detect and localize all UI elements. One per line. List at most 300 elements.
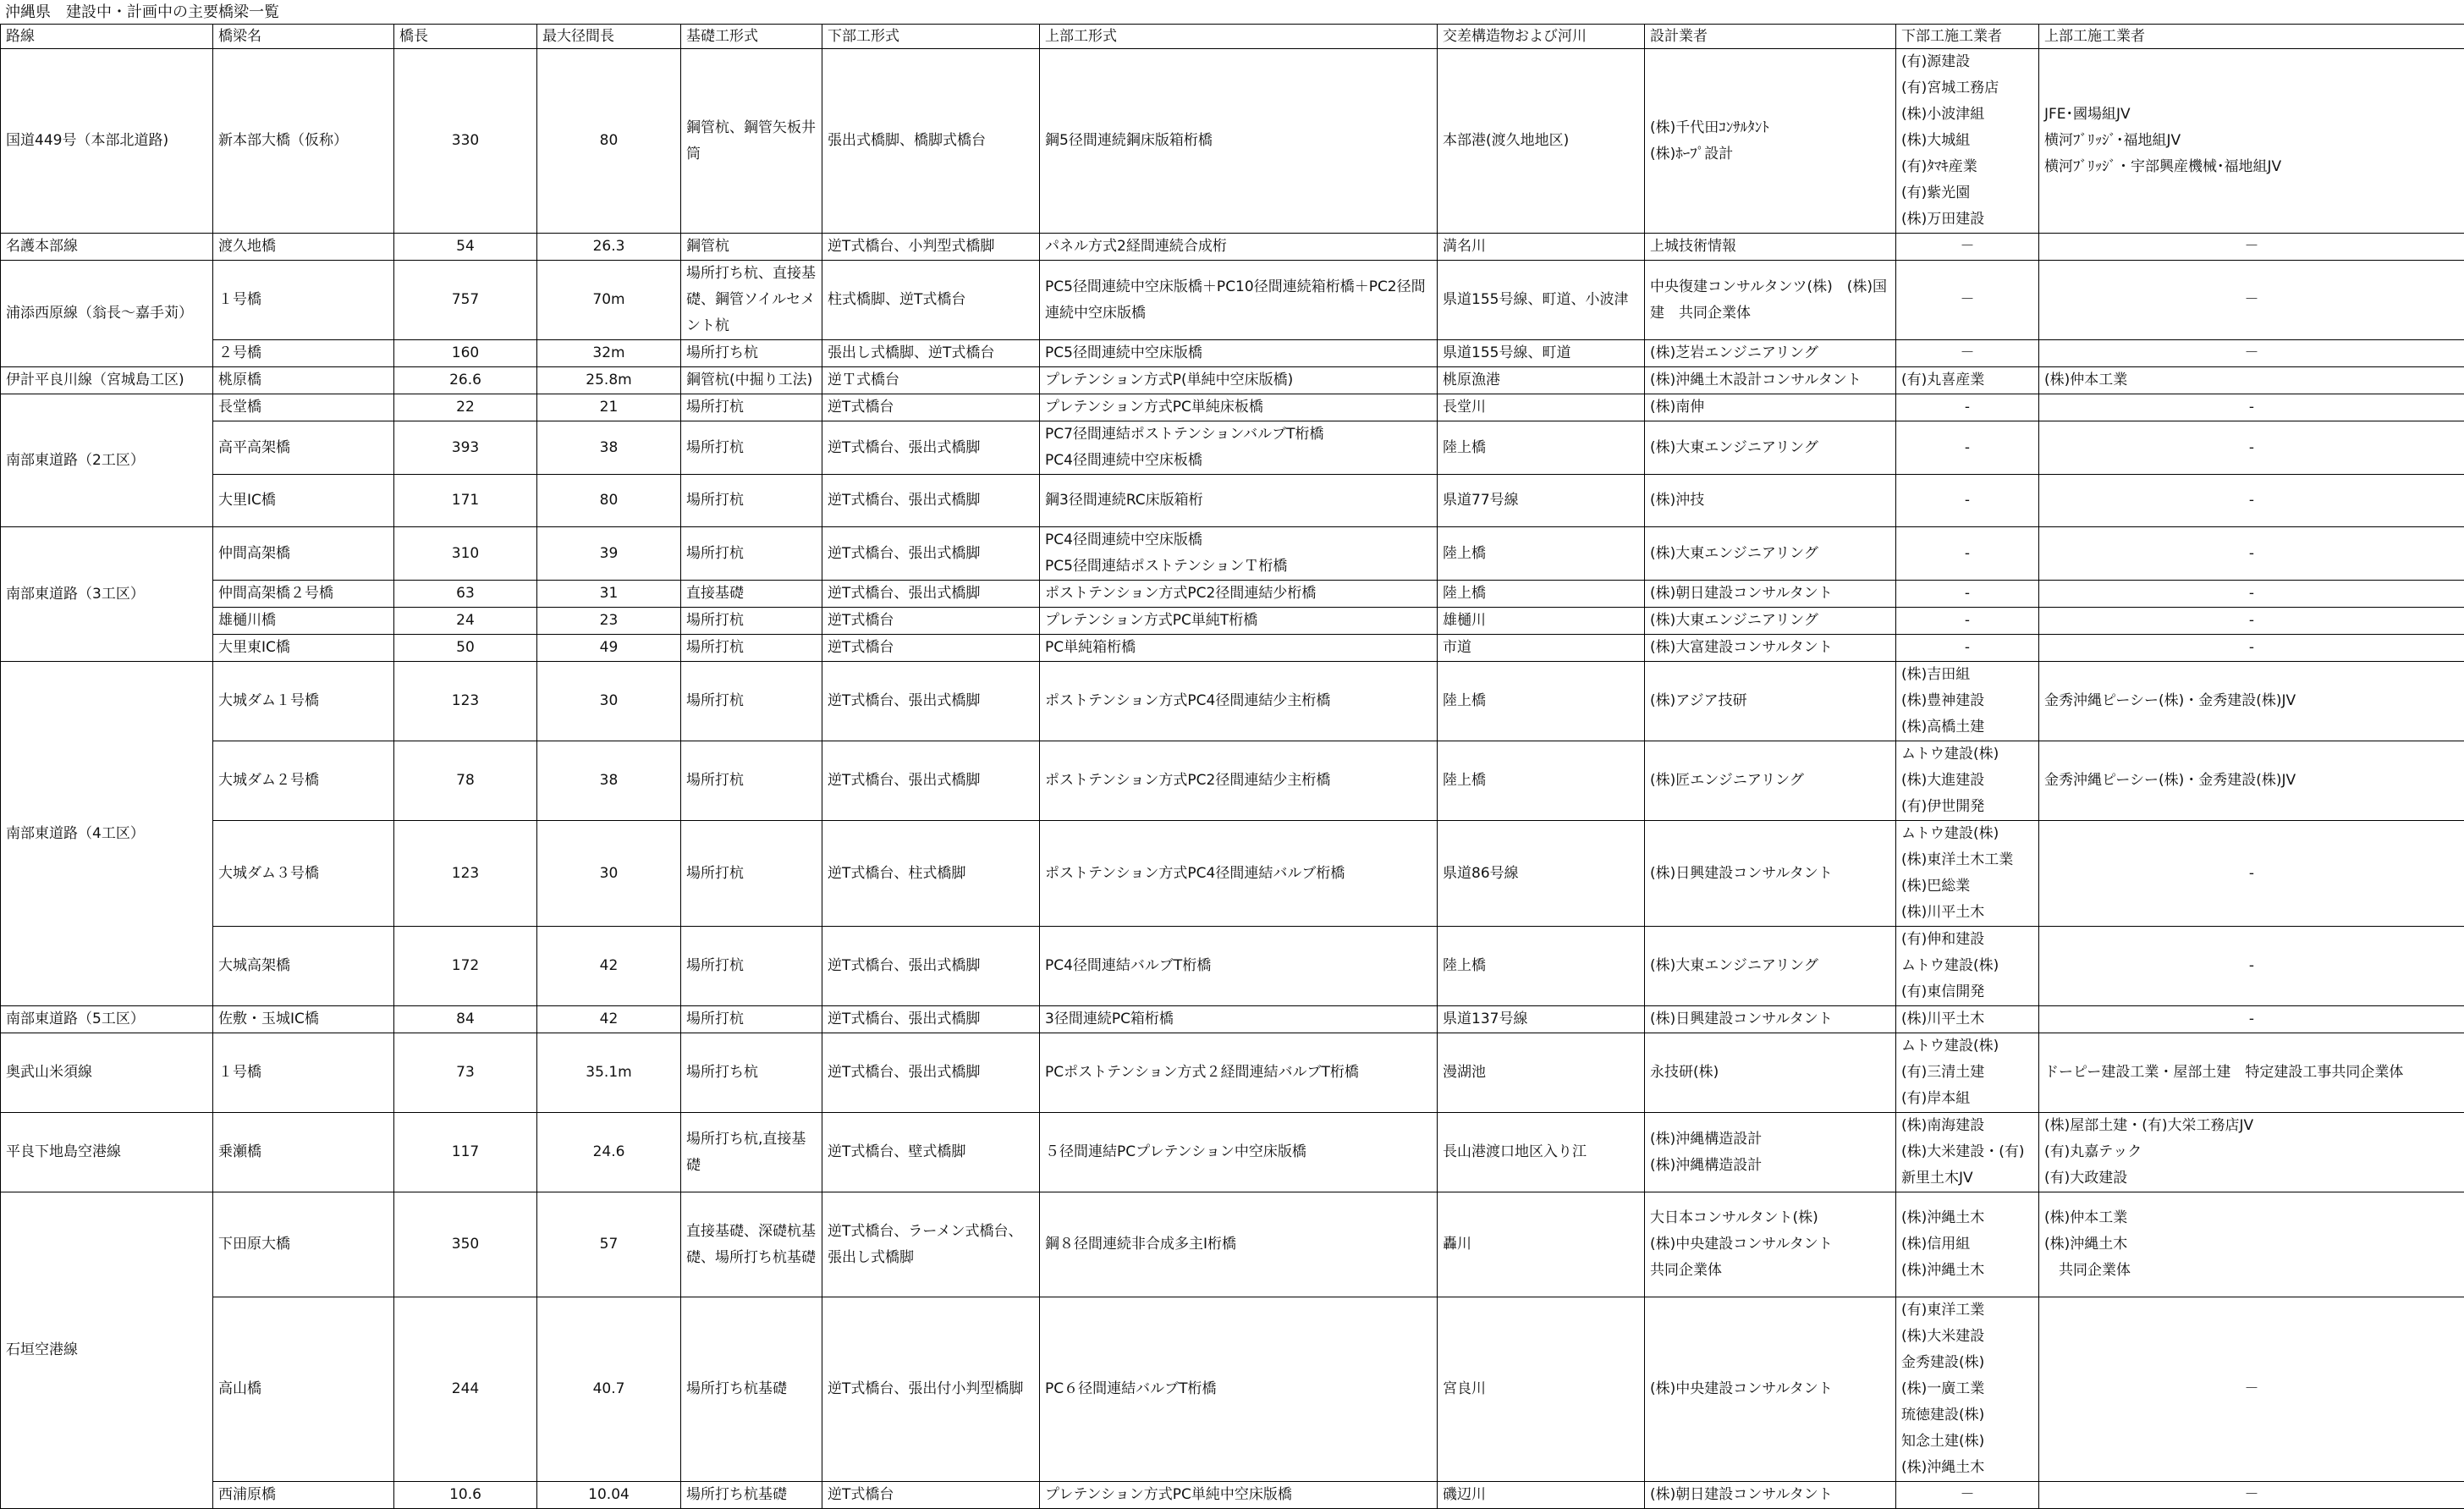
designer-cell [1645,394,1896,421]
cell-line: － [2245,1380,2259,1397]
designer-cell [1645,662,1896,741]
cell-line: 172 [452,957,479,974]
superstructure-cell [1040,608,1438,635]
table-row [1,394,2464,421]
sub-contractor-cell [1896,49,2039,234]
cell-line: (株)沖縄土木 [2044,1236,2127,1253]
cell-line: １号橋 [218,291,261,308]
foundation-cell [681,394,822,421]
cell-line: パネル方式2経間連続合成桁 [1045,238,1227,255]
cell-line: (株)沖縄土木 [1901,1459,1984,1476]
bridge-name-cell [213,608,394,635]
cell-line: 23 [600,612,619,629]
crossing-cell [1438,1297,1645,1482]
length-cell [394,421,537,475]
cell-line: 知念土建(株) [1901,1433,1984,1450]
designer-cell [1645,1297,1896,1482]
bridge-name-cell [213,394,394,421]
bridge-name-cell [213,475,394,527]
cell-line: 逆T式橋台、張出式橋脚 [828,1011,980,1027]
cell-line: 奥武山米須線 [6,1064,92,1081]
table-row [1,1113,2464,1192]
crossing-cell [1438,1192,1645,1297]
cell-line: 逆T式橋台、ラーメン式橋台、張出し式橋脚 [828,1223,1023,1266]
length-cell [394,527,537,581]
cell-line: 直接基礎 [686,585,744,602]
cell-line: 伊計平良川線（宮城島工区) [6,372,184,388]
length-cell [394,635,537,662]
superstructure-cell [1040,1006,1438,1033]
superstructure-cell [1040,821,1438,927]
header-superstructure: 上部工形式 [1040,25,1438,49]
cell-line: 場所打杭 [686,865,744,882]
sup-contractor-cell [2039,1006,2464,1033]
table-row [1,741,2464,821]
cell-line: 中央復建コンサルタンツ(株) (株)国建 共同企業体 [1650,278,1887,322]
cell-line: 陸上橋 [1443,692,1486,709]
substructure-cell [822,49,1040,234]
cell-line: JFE･國場組JV [2044,106,2131,123]
cell-line: 雄樋川 [1443,612,1486,629]
cell-line: － [1961,344,1975,361]
cell-line: (株)川平土木 [1901,1011,1984,1027]
substructure-cell [822,527,1040,581]
cell-line: (株)豊神建設 [1901,692,1984,709]
max-span-cell [537,340,681,367]
foundation-cell [681,608,822,635]
cell-line: 26.3 [593,238,625,255]
table-row [1,608,2464,635]
foundation-cell [681,234,822,261]
cell-line: 大城ダム２号橋 [218,772,319,789]
substructure-cell [822,234,1040,261]
superstructure-cell [1040,1192,1438,1297]
route-cell [1,367,213,394]
cell-line: (株)信用組 [1901,1236,1970,1253]
superstructure-cell [1040,1113,1438,1192]
cell-line: 42 [600,1011,619,1027]
cell-line: ムトウ建設(株) [1901,825,1999,842]
sub-contractor-cell [1896,1482,2039,1509]
cell-line: (株)大東エンジニアリング [1650,612,1818,629]
cell-line: 逆T式橋台、張出式橋脚 [828,957,980,974]
superstructure-cell [1040,1033,1438,1113]
cell-line: (株)ﾎｰﾌﾟ設計 [1650,146,1733,162]
cell-line: (株)東洋土木工業 [1901,851,2013,868]
cell-line: 直接基礎、深礎杭基礎、場所打ち杭基礎 [686,1223,816,1266]
cell-line: プレテンション方式P(単純中空床版橋) [1045,372,1293,388]
cell-line: 長山港渡口地区入り江 [1443,1143,1587,1160]
cell-line: - [2249,957,2254,974]
substructure-cell [822,1192,1040,1297]
cell-line: 大城ダム１号橋 [218,692,319,709]
cell-line: 大日本コンサルタント(株) [1650,1209,1818,1226]
cell-line: - [1965,585,1970,602]
cell-line: PC単純箱桁橋 [1045,639,1136,656]
cell-line: 場所打杭 [686,639,744,656]
sup-contractor-cell [2039,1297,2464,1482]
bridge-name-cell [213,340,394,367]
cell-line: 757 [452,291,479,308]
sup-contractor-cell [2039,581,2464,608]
crossing-cell [1438,340,1645,367]
cell-line: (有)伊世開発 [1901,798,1984,815]
header-route: 路線 [1,25,213,49]
cell-line: 長堂橋 [218,399,261,416]
bridge-name-cell [213,1033,394,1113]
crossing-cell [1438,261,1645,340]
length-cell [394,662,537,741]
cell-line: 場所打ち杭基礎 [686,1380,787,1397]
cell-line: - [2249,1011,2254,1027]
bridge-name-cell [213,1113,394,1192]
designer-cell [1645,49,1896,234]
sub-contractor-cell [1896,635,2039,662]
crossing-cell [1438,394,1645,421]
sub-contractor-cell [1896,581,2039,608]
designer-cell [1645,1113,1896,1192]
table-row [1,261,2464,340]
cell-line: (株)大米建設・(有) [1901,1143,2025,1160]
cell-line: 金秀沖縄ピーシー(株)・金秀建設(株)JV [2044,692,2296,709]
cell-line: 30 [600,865,619,882]
cell-line: - [1965,612,1970,629]
cell-line: 330 [452,132,479,149]
superstructure-cell [1040,927,1438,1006]
substructure-cell [822,581,1040,608]
table-row [1,367,2464,394]
cell-line: 金秀建設(株) [1901,1354,1984,1371]
cell-line: 38 [600,772,619,789]
cell-line: 310 [452,545,479,562]
cell-line: 満名川 [1443,238,1486,255]
superstructure-cell [1040,581,1438,608]
cell-line: 場所打ち杭 [686,1064,758,1081]
bridge-name-cell [213,1006,394,1033]
sup-contractor-cell [2039,821,2464,927]
cell-line: 県道77号線 [1443,492,1519,509]
foundation-cell [681,635,822,662]
designer-cell [1645,741,1896,821]
cell-line: ムトウ建設(株) [1901,746,1999,763]
table-body [1,49,2464,1509]
cell-line: 場所打ち杭、直接基礎、鋼管ソイルセメント杭 [686,265,816,334]
designer-cell [1645,1006,1896,1033]
sub-contractor-cell [1896,927,2039,1006]
cell-line: 共同企業体 [2044,1262,2131,1279]
bridge-name-cell [213,1482,394,1509]
cell-line: (株)沖縄土木 [1901,1262,1984,1279]
cell-line: ドーピー建設工業・屋部土建 特定建設工事共同企業体 [2044,1064,2403,1081]
max-span-cell [537,1482,681,1509]
cell-line: 10.04 [588,1486,630,1503]
crossing-cell [1438,1113,1645,1192]
designer-cell [1645,1482,1896,1509]
bridge-table [0,24,2464,1509]
cell-line: ５径間連結PCプレテンション中空床版橋 [1045,1143,1306,1160]
sub-contractor-cell [1896,1006,2039,1033]
length-cell [394,821,537,927]
cell-line: 244 [452,1380,479,1397]
cell-line: - [2249,639,2254,656]
cell-line: 40.7 [593,1380,625,1397]
superstructure-cell [1040,475,1438,527]
cell-line: 永技研(株) [1650,1064,1719,1081]
cell-line: 鋼管杭 [686,238,729,255]
crossing-cell [1438,741,1645,821]
foundation-cell [681,475,822,527]
foundation-cell [681,662,822,741]
crossing-cell [1438,581,1645,608]
crossing-cell [1438,1033,1645,1113]
header-substructure: 下部工形式 [822,25,1040,49]
cell-line: (有)丸嘉テック [2044,1143,2142,1160]
sup-contractor-cell [2039,394,2464,421]
cell-line: (株)沖縄土木 [1901,1209,1984,1226]
cell-line: 場所打杭 [686,692,744,709]
cell-line: 横河ﾌﾞﾘｯｼﾞ･福地組JV [2044,132,2181,149]
cell-line: 32m [592,344,624,361]
designer-cell [1645,421,1896,475]
max-span-cell [537,261,681,340]
cell-line: 仲間高架橋 [218,545,290,562]
length-cell [394,1033,537,1113]
max-span-cell [537,608,681,635]
cell-line: 陸上橋 [1443,957,1486,974]
cell-line: 平良下地島空港線 [6,1143,121,1160]
cell-line: 高平高架橋 [218,439,290,456]
cell-line: 上城技術情報 [1650,238,1736,255]
cell-line: 逆T式橋台、柱式橋脚 [828,865,965,882]
cell-line: PC5径間連続中空床版橋 [1045,344,1202,361]
foundation-cell [681,1297,822,1482]
route-cell [1,1033,213,1113]
cell-line: (株)大進建設 [1901,772,1984,789]
cell-line: 桃原橋 [218,372,261,388]
designer-cell [1645,1033,1896,1113]
cell-line: 70m [592,291,624,308]
crossing-cell [1438,421,1645,475]
cell-line: 38 [600,439,619,456]
foundation-cell [681,527,822,581]
cell-line: - [2249,612,2254,629]
length-cell [394,261,537,340]
cell-line: (有)紫光園 [1901,184,1970,201]
foundation-cell [681,581,822,608]
length-cell [394,1192,537,1297]
cell-line: 84 [456,1011,475,1027]
cell-line: (株)日興建設コンサルタント [1650,865,1833,882]
route-cell [1,261,213,367]
cell-line: － [1961,1486,1975,1503]
cell-line: － [2245,1486,2259,1503]
substructure-cell [822,741,1040,821]
foundation-cell [681,367,822,394]
cell-line: 逆T式橋台、小判型式橋脚 [828,238,994,255]
designer-cell [1645,340,1896,367]
bridge-name-cell [213,1192,394,1297]
cell-line: 123 [452,865,479,882]
superstructure-cell [1040,261,1438,340]
cell-line: 下田原大橋 [218,1236,290,1253]
cell-line: 佐敷・玉城IC橋 [218,1011,319,1027]
table-row [1,662,2464,741]
cell-line: 轟川 [1443,1236,1471,1253]
cell-line: ムトウ建設(株) [1901,957,1999,974]
cell-line: 場所打杭 [686,399,744,416]
cell-line: (有)東信開発 [1901,983,1984,1000]
cell-line: PC4径間連結バルブT桁橋 [1045,957,1211,974]
cell-line: 31 [600,585,619,602]
cell-line: (株)中央建設コンサルタント [1650,1236,1833,1253]
cell-line: (株)万田建設 [1901,211,1984,228]
crossing-cell [1438,608,1645,635]
route-cell [1,527,213,662]
max-span-cell [537,635,681,662]
superstructure-cell [1040,1482,1438,1509]
route-cell [1,234,213,261]
designer-cell [1645,581,1896,608]
sup-contractor-cell [2039,741,2464,821]
max-span-cell [537,662,681,741]
cell-line: 24.6 [593,1143,625,1160]
cell-line: 逆T式橋台、張出式橋脚 [828,439,980,456]
cell-line: 市道 [1443,639,1471,656]
length-cell [394,367,537,394]
table-row [1,927,2464,1006]
header-crossing: 交差構造物および河川 [1438,25,1645,49]
cell-line: (有)源建設 [1901,53,1970,70]
cell-line: (株)吉田組 [1901,666,1970,683]
table-row [1,635,2464,662]
cell-line: － [2245,238,2259,255]
route-cell [1,394,213,527]
cell-line: 24 [456,612,475,629]
sup-contractor-cell [2039,1482,2464,1509]
cell-line: 乗瀬橋 [218,1143,261,1160]
max-span-cell [537,821,681,927]
length-cell [394,1482,537,1509]
superstructure-cell [1040,527,1438,581]
cell-line: 25.8m [586,372,631,388]
cell-line: 26.6 [449,372,481,388]
length-cell [394,1113,537,1192]
cell-line: (有)東洋工業 [1901,1302,1984,1319]
sup-contractor-cell [2039,1033,2464,1113]
cell-line: 鋼3径間連続RC床版箱桁 [1045,492,1203,509]
length-cell [394,49,537,234]
sup-contractor-cell [2039,527,2464,581]
cell-line: 54 [456,238,475,255]
cell-line: 場所打杭 [686,1011,744,1027]
table-row [1,1006,2464,1033]
designer-cell [1645,475,1896,527]
cell-line: 逆Ｔ式橋台 [828,372,899,388]
foundation-cell [681,1006,822,1033]
max-span-cell [537,1113,681,1192]
cell-line: (株)大富建設コンサルタント [1650,639,1833,656]
max-span-cell [537,1033,681,1113]
cell-line: - [2249,585,2254,602]
route-cell [1,662,213,1006]
max-span-cell [537,741,681,821]
table-row [1,581,2464,608]
bridge-name-cell [213,367,394,394]
superstructure-cell [1040,340,1438,367]
cell-line: (有)大政建設 [2044,1170,2127,1187]
cell-line: (株)仲本工業 [2044,1209,2127,1226]
sub-contractor-cell [1896,608,2039,635]
cell-line: (株)朝日建設コンサルタント [1650,585,1833,602]
cell-line: 新里土木JV [1901,1170,1973,1187]
cell-line: 大里IC橋 [218,492,276,509]
cell-line: 張出し式橋脚、逆T式橋台 [828,344,994,361]
table-row [1,421,2464,475]
cell-line: (株)巴総業 [1901,878,1970,895]
cell-line: 名護本部線 [6,238,78,255]
cell-line: 宮良川 [1443,1380,1486,1397]
cell-line: (株)大東エンジニアリング [1650,439,1818,456]
sub-contractor-cell [1896,1297,2039,1482]
cell-line: 場所打杭 [686,772,744,789]
cell-line: － [2245,291,2259,308]
sup-contractor-cell [2039,1192,2464,1297]
max-span-cell [537,527,681,581]
cell-line: 南部東道路（3工区） [6,586,145,603]
superstructure-cell [1040,234,1438,261]
cell-line: 逆T式橋台、張出式橋脚 [828,692,980,709]
cell-line: - [2249,399,2254,416]
cell-line: 171 [452,492,479,509]
cell-line: ポストテンション方式PC4径間連結バルブ桁橋 [1045,865,1345,882]
cell-line: - [1965,639,1970,656]
cell-line: 123 [452,692,479,709]
cell-line: 鋼８径間連続非合成多主Ⅰ桁橋 [1045,1236,1236,1253]
cell-line: 鋼5径間連続鋼床版箱桁橋 [1045,132,1213,149]
cell-line: - [1965,545,1970,562]
cell-line: (株)南伸 [1650,399,1704,416]
sheet-title: 沖縄県 建設中・計画中の主要橋梁一覧 [5,2,279,24]
crossing-cell [1438,635,1645,662]
cell-line: (株)日興建設コンサルタント [1650,1011,1833,1027]
route-cell [1,49,213,234]
max-span-cell [537,1297,681,1482]
cell-line: (有)伸和建設 [1901,931,1984,948]
length-cell [394,581,537,608]
header-length: 橋長 [394,25,537,49]
substructure-cell [822,340,1040,367]
crossing-cell [1438,927,1645,1006]
superstructure-cell [1040,49,1438,234]
substructure-cell [822,1482,1040,1509]
sup-contractor-cell [2039,261,2464,340]
cell-line: (株)大東エンジニアリング [1650,957,1818,974]
cell-line: 逆T式橋台、張出式橋脚 [828,545,980,562]
table-row [1,340,2464,367]
cell-line: 逆T式橋台、張出付小判型橋脚 [828,1380,1023,1397]
cell-line: 80 [600,492,619,509]
cell-line: 逆T式橋台、壁式橋脚 [828,1143,965,1160]
substructure-cell [822,421,1040,475]
sup-contractor-cell [2039,367,2464,394]
cell-line: ポストテンション方式PC4径間連結少主桁橋 [1045,692,1330,709]
substructure-cell [822,927,1040,1006]
cell-line: 横河ﾌﾞﾘｯｼﾞ・宇部興産機械･福地組JV [2044,158,2281,175]
table-row [1,821,2464,927]
cell-line: プレテンション方式PC単純T桁橋 [1045,612,1257,629]
max-span-cell [537,421,681,475]
length-cell [394,927,537,1006]
